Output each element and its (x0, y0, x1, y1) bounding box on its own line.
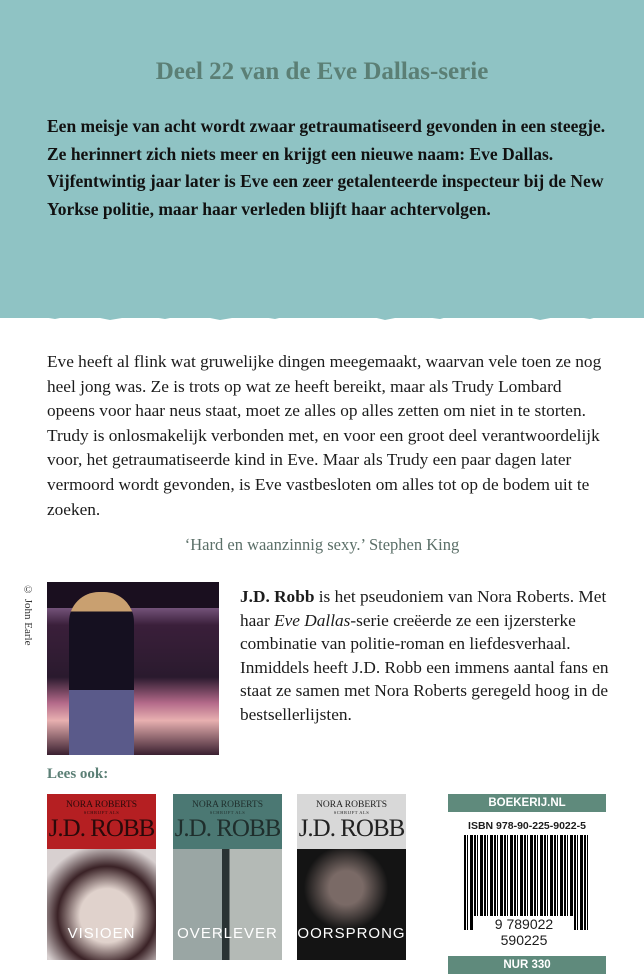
cover-brand: J.D. ROBB (48, 815, 155, 842)
cover-title: OORSPRONG (297, 925, 406, 942)
bio-text: -serie creëerde ze een ijzersterke combinatie van politie-roman en liefdesverhaal. Inmiddels heeft J.D. Robb een immens aantal fans en staat ze samen met Nora Roberts geregeld hoog in de bestsellerlijsten. (240, 610, 609, 724)
author-bio (240, 585, 620, 726)
book-cover-oorsprong (297, 794, 406, 960)
cover-author: NORA ROBERTS (192, 800, 263, 810)
book-cover-visioen (47, 794, 156, 960)
barcode-block (448, 794, 606, 974)
series-heading: Deel 22 van de Eve Dallas-serie (155, 58, 489, 85)
intro-text: Een meisje van acht wordt zwaar getraumatiseerd gevonden in een steegje. Ze herinnert zich niets meer en krijgt een nieuwe naam: Eve Dallas. Vijfentwintig jaar later is Eve een zeer getalenteerde inspecteur bij de New Yorkse politie, maar haar verleden blijft haar achtervolgen. (47, 116, 606, 219)
torn-edge (0, 306, 644, 330)
cover-sub: SCHRIJFT ALS (83, 810, 120, 815)
synopsis-text: Eve heeft al flink wat gruwelijke dingen meegemaakt, waarvan vele toen ze nog heel jong was. Ze is trots op wat ze heeft bereikt, maar als Trudy Lombard opeens voor haar neus staat, moet ze alles op alles zetten om niet in te storten. Trudy is onlosmakelijk verbonden met, en voor een groot deel verantwoordelijk voor, het getraumatiseerde kind in Eve. Maar als Trudy een paar dagen later vermoord wordt gevonden, is Eve vastbesloten om alles tot op de bodem uit te zoeken. (47, 352, 602, 519)
barcode-digits: 9 789022 590225 (474, 916, 574, 948)
series-name: Eve Dallas (274, 610, 351, 630)
cover-title: VISIOEN (67, 925, 136, 942)
publisher-site: BOEKERIJ.NL (448, 794, 606, 812)
cover-title: OVERLEVER (177, 925, 278, 942)
author-photo (47, 582, 219, 755)
book-cover-overlever (173, 794, 282, 960)
cover-brand: J.D. ROBB (298, 815, 405, 842)
cover-sub: SCHRIJFT ALS (209, 810, 246, 815)
photo-credit: © John Earle (22, 584, 34, 646)
also-read-label: Lees ook: (47, 766, 109, 782)
cover-sub: SCHRIJFT ALS (333, 810, 370, 815)
nur-code: NUR 330 (448, 956, 606, 974)
bio-text: is het pseudoniem van Nora Roberts. Met haar (240, 587, 607, 630)
cover-author: NORA ROBERTS (66, 800, 137, 810)
cover-brand: J.D. ROBB (174, 815, 281, 842)
review-quote: ‘Hard en waanzinnig sexy.’ Stephen King (184, 535, 460, 554)
isbn: ISBN 978-90-225-9022-5 (468, 820, 586, 832)
cover-author: NORA ROBERTS (316, 800, 387, 810)
author-name: J.D. Robb (240, 587, 315, 606)
